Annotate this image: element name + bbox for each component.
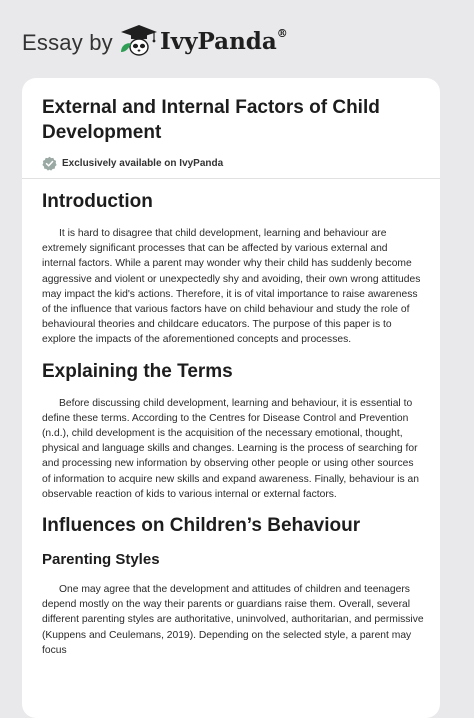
- exclusive-label: Exclusively available on IvyPanda: [62, 157, 224, 169]
- subsection-heading-parenting-styles: Parenting Styles: [42, 551, 160, 569]
- page-title: External and Internal Factors of Child Development: [42, 97, 380, 143]
- brand-text: IvyPanda: [160, 28, 277, 55]
- section-heading-introduction: Introduction: [42, 191, 153, 212]
- section-paragraph-parenting-styles: One may agree that the development and attitudes of children and teenagers depend mostly on the way their parents or guardians raise them. Overall, several different parenting styles are authoritative, uninvolved, authoritarian, and permissive (Kuppens and Ceulemans, 2019). Depending on the selected style, a parent may focus: [42, 584, 424, 656]
- section-heading-influences: Influences on Children’s Behaviour: [42, 515, 361, 537]
- section-paragraph-introduction: It is hard to disagree that child development, learning and behaviour are extremely significant processes that can be affected by various external and internal factors. While a parent may wonder why their child has suddenly become aggressive and violent or unexpectedly shy and avoiding, their own wrong attitudes may impact the kid's actions. Therefore, it is of vital importance to raise awareness of the influence that various factors have on child behaviour and study the role of behavioural theories and childcare educators. The purpose of this paper is to explore the impacts of the aforementioned concepts and processes.: [42, 228, 421, 346]
- check-badge-icon: [42, 156, 57, 171]
- panda-graduation-cap-icon[interactable]: [117, 22, 159, 58]
- essay-card: [22, 78, 440, 718]
- trademark-symbol: ®: [276, 27, 288, 41]
- essay-by-label: Essay by: [22, 30, 113, 55]
- section-paragraph-explaining-terms: Before discussing child development, learning and behaviour, it is essential to define these terms. According to the Centres for Disease Control and Prevention (n.d.), child development is the acquisition of the necessary emotional, thought, physical and language skills and changes. Learning is the process of searching for and processing new information by observing other people or using other sources of information to acquire new skills and expand awareness. Finally, behaviour is an observable reaction of kids to various internal or external factors.: [42, 397, 419, 500]
- title-block: [22, 78, 440, 179]
- site-header: [0, 0, 474, 80]
- brand-name[interactable]: [160, 28, 288, 55]
- exclusive-badge: [42, 155, 223, 171]
- section-heading-explaining-terms: Explaining the Terms: [42, 360, 233, 382]
- essay-content: [42, 190, 424, 670]
